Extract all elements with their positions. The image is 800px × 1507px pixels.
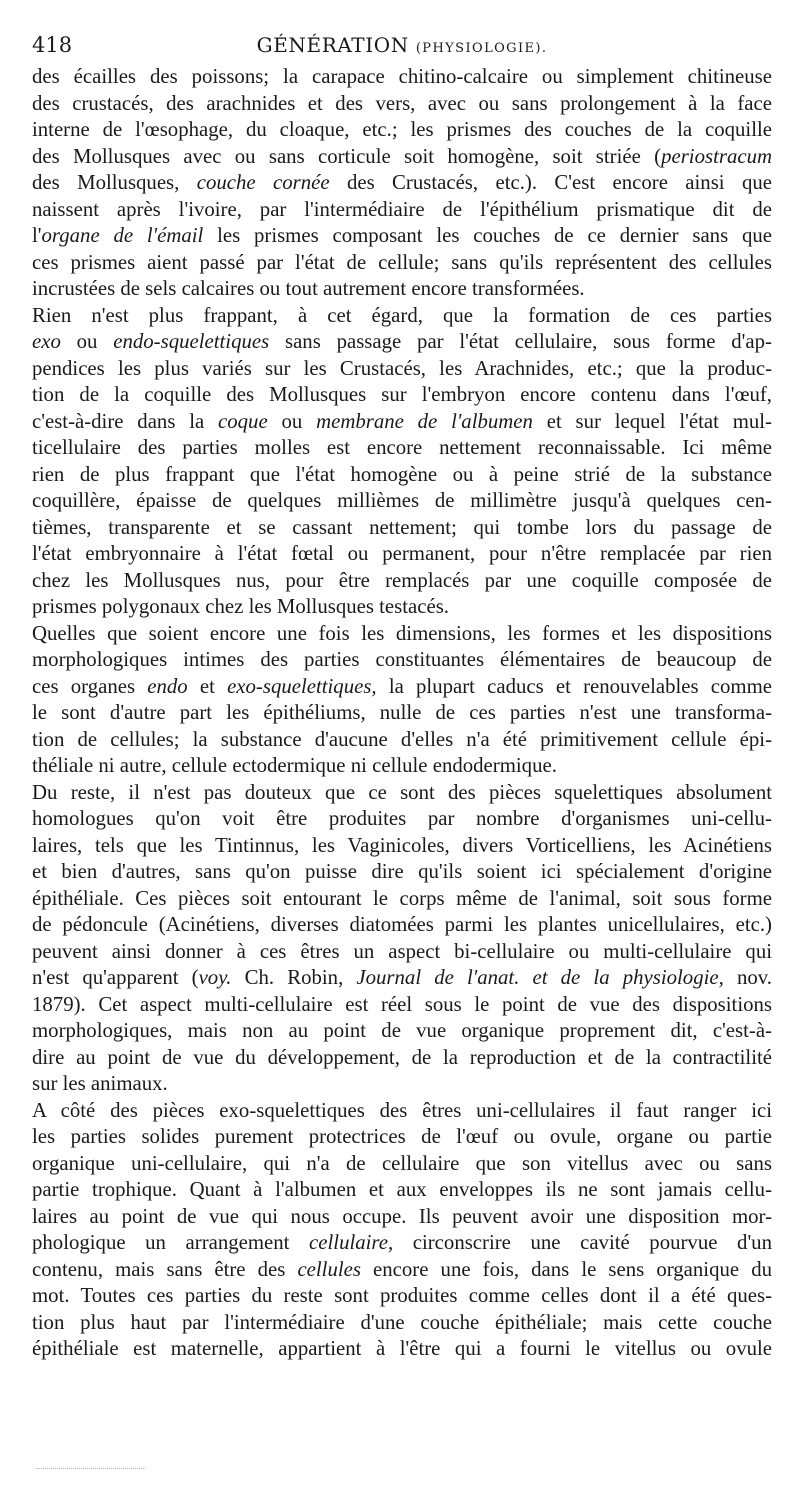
text-segment: encore une fois, dans le sens organique du (360, 1257, 772, 1281)
text-line (32, 674, 772, 701)
italic-text: exo-squelettiques, (227, 674, 377, 698)
text-line: ces prismes aient passé par l'état de cellule; sans qu'ils représentent des cellules (32, 250, 772, 274)
text-line: laires, tels que les Tintinnus, les Vaginicoles, divers Vorticelliens, les Acinétiens (32, 833, 772, 857)
text-segment: et (187, 674, 228, 698)
text-line: mot. Toutes ces parties du reste sont produites comme celles dont il a été ques- (32, 1284, 772, 1307)
text-line: des écailles des poissons; la carapace chitino-calcaire ou simplement chitineuse (32, 65, 772, 88)
text-line: tion plus haut par l'intermédiaire d'une couche épithéliale; mais cette couche (32, 1310, 772, 1334)
text-segment: sans passage par l'état cellulaire, sous forme d'ap- (269, 330, 772, 353)
text-line: naissent après l'ivoire, par l'intermédiaire de l'épithélium prismatique dit de (32, 197, 772, 221)
text-line: Du reste, il n'est pas douteux que ce sont des pièces squelettiques absolument (32, 780, 772, 804)
text-line: laires au point de vue qui nous occupe. Ils peuvent avoir une disposition mor- (32, 1204, 772, 1228)
text-segment: phologique un arrangement (32, 1231, 310, 1254)
text-line: 1879). Cet aspect multi-cellulaire est réel sous le point de vue des dispositions (32, 992, 772, 1016)
text-line: chez les Mollusques nus, pour être remplacés par une coquille composée de (32, 568, 772, 592)
italic-text: periostracum (661, 144, 772, 168)
text-segment: des Mollusques, (32, 171, 197, 194)
text-line: partie trophique. Quant à l'albumen et aux enveloppes ils ne sont jamais cellu- (32, 1178, 772, 1201)
text-line (32, 1230, 772, 1257)
italic-text: membrane de l'albumen (316, 409, 533, 433)
text-line: ticellulaire des parties molles est encore nettement reconnaissable. Ici même (32, 436, 772, 459)
text-line: dire au point de vue du développement, de la reproduction et de la contractilité (32, 1045, 772, 1069)
italic-text: coque (218, 409, 268, 433)
text-line: des crustacés, des arachnides et des vers, avec ou sans prolongement à la face (32, 91, 772, 115)
italic-text: voy. (198, 966, 232, 989)
italic-text: organe de l'émail (41, 224, 204, 247)
text-line: interne de l'œsophage, du cloaque, etc.; les prismes des couches de la coquille (32, 118, 772, 141)
text-line: et bien d'autres, sans qu'on puisse dire qu'ils soient ici spécialement d'origine (32, 860, 772, 883)
text-line (32, 170, 772, 197)
italic-text: couche cornée (196, 171, 330, 194)
text-line: sur les animaux. (32, 1072, 168, 1095)
text-line: Quelles que soient encore une fois les dimensions, les formes et les dispositions (32, 621, 772, 645)
text-line: morphologiques, mais non au point de vue organique proprement dit, c'est-à- (32, 1019, 772, 1042)
text-segment: contenu, mais sans être des (32, 1257, 298, 1281)
text-segment: les prismes composant les couches de ce dernier sans que (203, 224, 772, 247)
text-segment: circonscrire une cavité pourvue d'un (393, 1231, 772, 1254)
text-line: épithéliale est maternelle, appartient à l'être qui a fourni le vitellus ou ovule (32, 1337, 772, 1360)
text-line (32, 144, 772, 171)
text-segment: nov. (723, 966, 772, 989)
text-line: l'état embryonnaire à l'état fœtal ou permanent, pour n'être remplacée par rien (32, 542, 772, 565)
italic-text: exo (32, 330, 61, 353)
text-segment: des Mollusques avec ou sans corticule soit homogène, soit striée ( (32, 144, 662, 168)
text-line: le sont d'autre part les épithéliums, nulle de ces parties n'est une transforma- (32, 701, 772, 724)
italic-text: endo (147, 674, 188, 698)
text-line: de pédoncule (Acinétiens, diverses diatomées parmi les plantes unicellulaires, etc.) (32, 913, 772, 936)
text-line: les parties solides purement protectrices de l'œuf ou ovule, organe ou partie (32, 1125, 772, 1148)
text-line: théliale ni autre, cellule ectodermique ni cellule endodermique. (32, 754, 557, 777)
running-title (32, 30, 772, 64)
page-footer-rule (36, 1468, 146, 1473)
running-head (32, 30, 772, 60)
body-text (32, 64, 772, 1363)
text-segment: la plupart caducs et renouvelables comme (376, 674, 772, 698)
text-line (32, 329, 772, 356)
text-line: prismes polygonaux chez les Mollusques testacés. (32, 595, 450, 618)
text-line: épithéliale. Ces pièces soit entourant le corps même de l'animal, soit sous forme (32, 886, 772, 910)
italic-text: cellules (297, 1257, 361, 1281)
text-segment: l' (32, 224, 42, 247)
text-line (32, 409, 772, 436)
italic-text: endo-squelettiques (113, 330, 270, 353)
text-segment: c'est-à-dire dans la (32, 409, 219, 433)
text-line: tion de cellules; la substance d'aucune d'elles n'a été primitivement cellule épi- (32, 727, 772, 751)
running-title-subtitle: (PHYSIOLOGIE). (415, 41, 548, 56)
text-line: tion de la coquille des Mollusques sur l'embryon encore contenu dans l'œuf, (32, 383, 772, 406)
text-line: morphologiques intimes des parties constituantes élémentaires de beaucoup de (32, 648, 772, 671)
text-line: incrustées de sels calcaires ou tout autrement encore transformées. (32, 277, 585, 300)
text-line: pendices les plus variés sur les Crustacés, les Arachnides, etc.; que la produc- (32, 356, 772, 380)
text-line: Rien n'est plus frappant, à cet égard, que la formation de ces parties (32, 303, 772, 327)
italic-text: Journal de l'anat. et de la physiologie, (356, 966, 724, 989)
text-line: peuvent ainsi donner à ces êtres un aspect bi-cellulaire ou multi-cellulaire qui (32, 939, 772, 963)
text-segment: ou (60, 330, 114, 353)
text-segment: Ch. Robin, (231, 966, 357, 989)
text-segment: n'est qu'apparent ( (32, 966, 199, 989)
italic-text: cellulaire, (309, 1231, 394, 1254)
text-segment: des Crustacés, etc.). C'est encore ainsi que (329, 171, 772, 194)
text-segment: ces organes (32, 674, 148, 698)
text-line (32, 1257, 772, 1284)
text-line: tièmes, transparente et se cassant nettement; qui tombe lors du passage de (32, 515, 772, 539)
page-number: 418 (32, 33, 73, 57)
text-line (32, 223, 772, 250)
text-segment: et sur lequel l'état mul- (532, 409, 772, 433)
text-line: homologues qu'on voit être produites par nombre d'organismes uni-cellu- (32, 807, 772, 830)
running-title-main: GÉNÉRATION (256, 33, 409, 57)
text-segment: ou (267, 409, 317, 433)
text-line: coquillère, épaisse de quelques millièmes de millimètre jusqu'à quelques cen- (32, 489, 772, 512)
text-line (32, 965, 772, 992)
text-line: A côté des pièces exo-squelettiques des êtres uni-cellulaires il faut ranger ici (32, 1098, 772, 1122)
text-line: rien de plus frappant que l'état homogène ou à peine strié de la substance (32, 462, 772, 486)
text-line: organique uni-cellulaire, qui n'a de cellulaire que son vitellus avec ou sans (32, 1151, 772, 1175)
